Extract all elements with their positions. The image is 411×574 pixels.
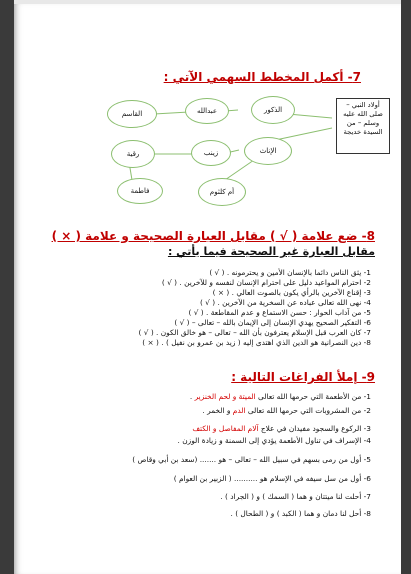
children-of-prophet-box: أولاد النبي – صلى الله عليه وسلم – من السيدة خديجة bbox=[336, 98, 390, 154]
q9-title: 9- إملأ الفراغات التالية : bbox=[231, 370, 375, 384]
q8-item-2: 2- احترام المواعيد دليل على احترام الإنسان لنفسه و للآخرين . ( √ ) bbox=[161, 278, 371, 287]
q8-title: 8- ضع علامة ( √ ) مقابل العبارة الصحيحة و علامة ( × ) bbox=[51, 229, 375, 243]
q9-item-3-answer: آلام المفاصل و الكتف bbox=[192, 424, 259, 433]
q9-item-1 bbox=[190, 392, 371, 401]
q8-item-4: 4- نهى الله تعالى عباده عن السخرية من الآخرين . ( √ ) bbox=[199, 298, 371, 307]
q9-item-8: 8- أحل لنا دمان و هما ( الكبد ) و ( الطحال ) . bbox=[230, 509, 371, 518]
q9-item-2-text: 2- من المشروبات التي حرمها الله تعالى bbox=[245, 406, 371, 415]
q9-item-3 bbox=[192, 424, 371, 433]
q9-item-2-end: و الخمر . bbox=[202, 406, 233, 415]
q9-item-4: 4- الإسراف في تناول الأطعمة يؤدي إلى السمنة و زيادة الوزن . bbox=[177, 436, 371, 445]
q9-item-3-text: 3- الركوع والسجود مفيدان في علاج bbox=[258, 424, 371, 433]
worksheet-page bbox=[14, 4, 401, 574]
q8-subtitle: مقابل العبارة غير الصحيحة فيما يأتي : bbox=[167, 245, 375, 258]
left-dark-border bbox=[0, 0, 14, 574]
q9-item-2 bbox=[202, 406, 371, 415]
node-qasim: القاسم bbox=[107, 100, 157, 128]
q9-item-5: 5- أول من رمى بسهم في سبيل الله – تعالى – هو ....... (سعد بن أبي وقاص ) bbox=[132, 455, 371, 464]
node-zainab: زينب bbox=[191, 140, 231, 166]
q9-item-7: 7- أحلت لنا ميتتان و هما ( السمك ) و ( الجراد ) . bbox=[220, 492, 371, 501]
q9-item-2-answer: الدم bbox=[232, 406, 246, 415]
right-dark-border bbox=[401, 0, 411, 574]
node-abdullah: عبدالله bbox=[185, 98, 229, 124]
q8-item-7: 7- كان العرب قبل الإسلام يعترفون بأن الله – تعالى – هو خالق الكون . ( √ ) bbox=[138, 328, 371, 337]
node-fatima: فاطمة bbox=[117, 178, 163, 204]
q7-title: 7- أكمل المخطط السهمي الآتي : bbox=[163, 70, 361, 84]
node-males: الذكور bbox=[251, 96, 295, 124]
q8-item-1: 1- يثق الناس دائما بالإنسان الأمين و يحترمونه . ( √ ) bbox=[209, 268, 371, 277]
q8-item-3: 3- إقناع الآخرين بالرأي يكون بالصوت العالي . ( × ) bbox=[212, 288, 371, 297]
q9-item-6: 6- أول من سل سيفه في الإسلام هو .......... ( الزبير بن العوام ) bbox=[173, 474, 371, 483]
q8-item-8: 8- دين النصرانية هو الدين الذي اهتدى إليه ( زيد بن عمرو بن نفيل ) . ( × ) bbox=[142, 338, 371, 347]
node-umm-kulthum: أم كلثوم bbox=[198, 178, 246, 206]
node-ruqayya: رقية bbox=[111, 140, 155, 168]
q9-item-1-end: . bbox=[189, 392, 195, 401]
node-females: الإناث bbox=[244, 137, 292, 165]
q9-item-1-text: 1- من الأطعمة التي حرمها الله تعالى bbox=[255, 392, 371, 401]
q9-item-1-answer: الميتة و لحم الخنزير bbox=[194, 392, 256, 401]
q8-item-5: 5- من آداب الحوار : حسن الاستماع و عدم المقاطعة . ( √ ) bbox=[188, 308, 371, 317]
q8-item-6: 6- التفكير الصحيح يهدي الإنسان إلى الإيمان بالله – تعالى – ( √ ) bbox=[174, 318, 371, 327]
